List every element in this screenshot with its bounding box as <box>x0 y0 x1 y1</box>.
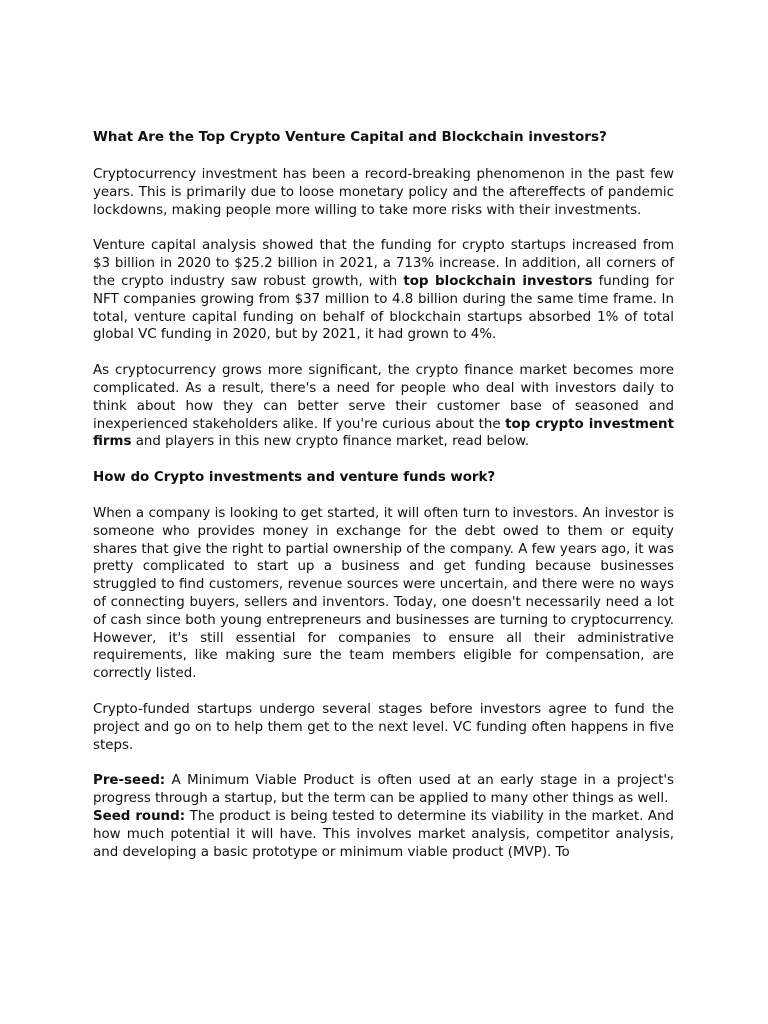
stage-pre-seed <box>93 772 674 808</box>
paragraph-intro-text: Cryptocurrency investment has been a record-breaking phenomenon in the past few years. This is primarily due to loose monetary policy and the aftereffects of pandemic lockdowns, making people more willing to take more risks with their investments. <box>93 167 674 218</box>
bold-top-blockchain-investors: top blockchain investors <box>403 273 593 289</box>
stage-seed-round-text: The product is being tested to determine its viability in the market. And how much potential it will have. This involves market analysis, competitor analysis, and developing a basic prototype or minimum viable product (MVP). To <box>93 808 674 860</box>
paragraph-vc-analysis-text-c: funding for NFT companies growing from $37 million to 4.8 billion during the same time frame. In total, venture capital funding on behalf of blockchain startups absorbed 1% of total global VC funding in 2020, but by 2021, it had grown to 4%. <box>93 273 674 343</box>
paragraph-market-text-a: As cryptocurrency grows more significant, the crypto finance market becomes more complicated. As a result, there's a need for people who deal with investors daily to think about how they can better serve their customer base of seasoned and inexperienced stakeholders alike. If you're curious about the <box>93 363 674 432</box>
document-title: What Are the Top Crypto Venture Capital and Blockchain investors? <box>93 129 607 145</box>
paragraph-market <box>93 362 674 451</box>
stage-seed-round-label: Seed round: <box>93 808 186 824</box>
paragraph-market-text-c: and players in this new crypto finance market, read below. <box>131 434 530 450</box>
paragraph-investors <box>93 505 674 683</box>
document-page <box>93 128 674 861</box>
paragraph-stages-intro <box>93 701 674 754</box>
stage-seed-round <box>93 808 674 861</box>
paragraph-intro <box>93 166 674 219</box>
bold-top-crypto-investment-firms: top crypto investment firms <box>93 416 674 450</box>
paragraph-vc-analysis-text-a: Venture capital analysis showed that the funding for crypto startups increased from $3 billion in 2020 to $25.2 billion in 2021, a 713% increase. In addition, all corners of the crypto industry saw robust growth, with <box>93 238 674 289</box>
paragraph-vc-analysis <box>93 237 674 344</box>
section-heading: How do Crypto investments and venture funds work? <box>93 470 496 486</box>
paragraph-investors-text: When a company is looking to get started, it will often turn to investors. An investor is someone who provides money in exchange for the debt owed to them or equity shares that give the right to partial ownership of the company. A few years ago, it was pretty complicated to start up a business and get funding because businesses struggled to find customers, revenue sources were uncertain, and there were no ways of connecting buyers, sellers and inventors. Today, one doesn't necessarily need a lot of cash since both young entrepreneurs and businesses are turning to cryptocurrency. However, it's still essential for companies to ensure all their administrative requirements, like making sure the team members eligible for compensation, are correctly listed. <box>93 505 674 682</box>
stage-pre-seed-text: A Minimum Viable Product is often used at an early stage in a project's progress through a startup, but the term can be applied to many other things as well. <box>93 773 674 807</box>
stage-pre-seed-label: Pre-seed: <box>93 773 166 789</box>
paragraph-stages-intro-text: Crypto-funded startups undergo several stages before investors agree to fund the project and go on to help them get to the next level. VC funding often happens in five steps. <box>93 701 674 753</box>
